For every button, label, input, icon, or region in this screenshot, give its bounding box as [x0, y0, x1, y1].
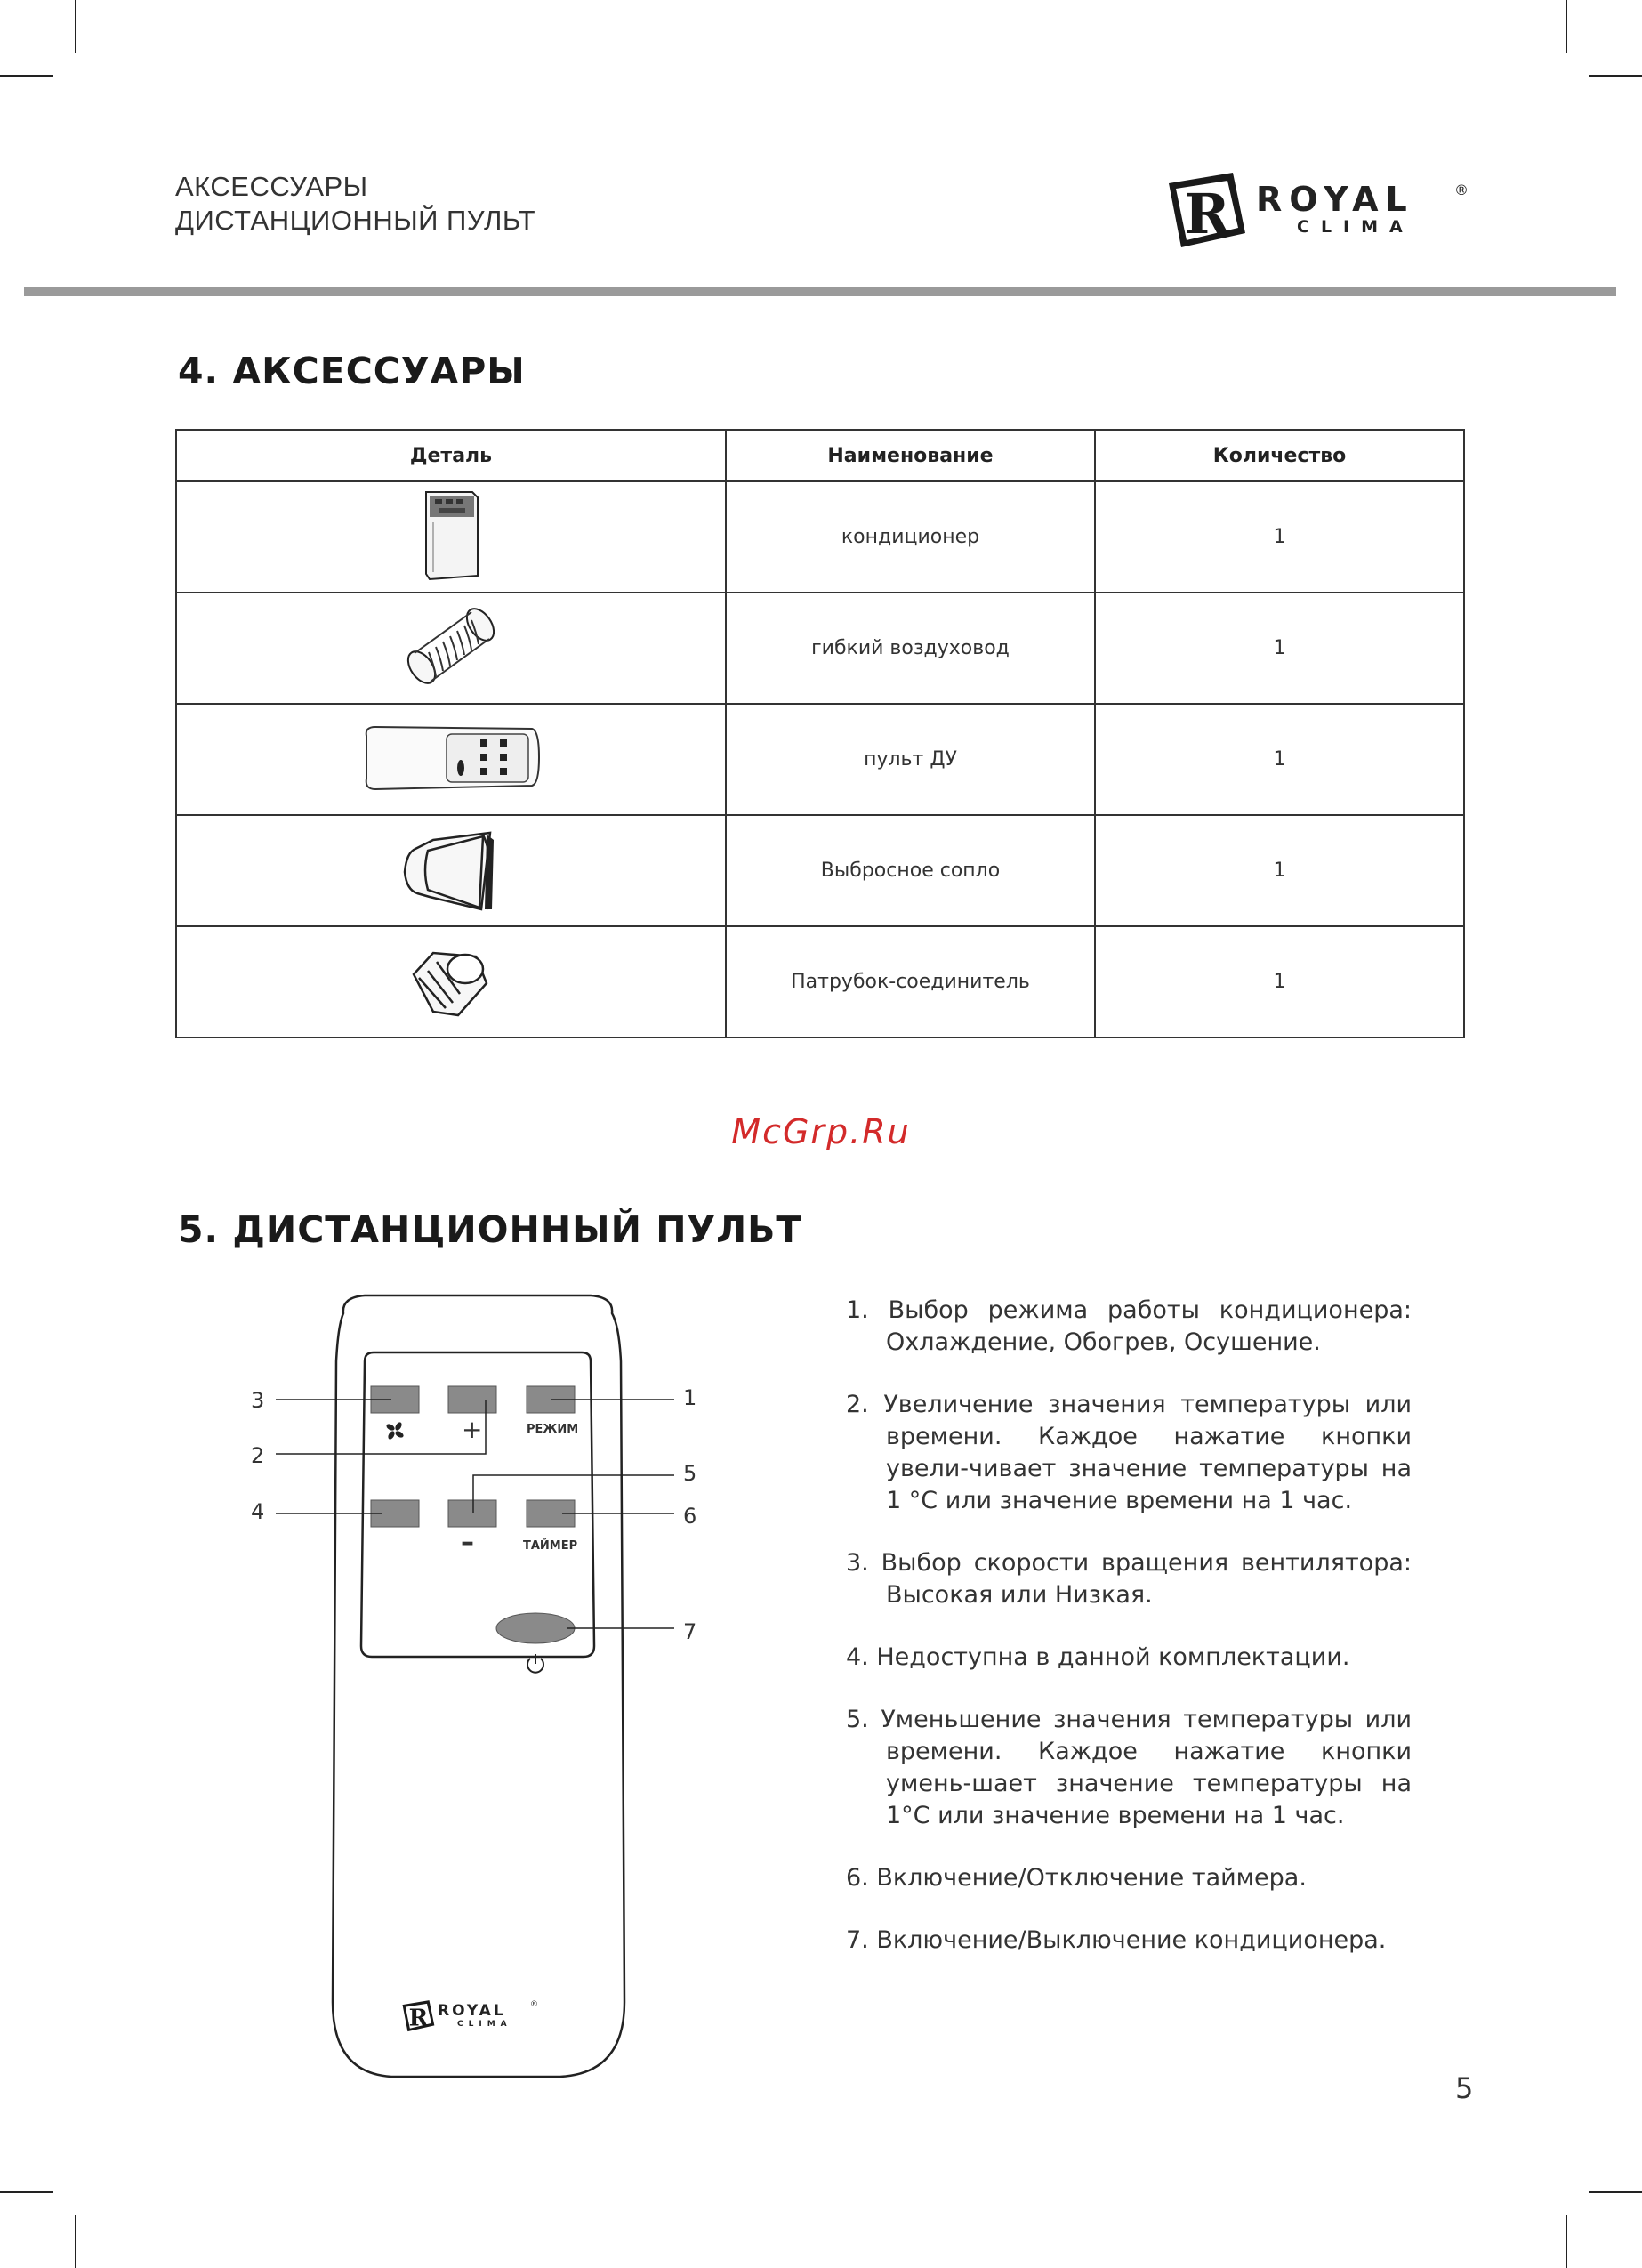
qty-cell: 1	[1095, 815, 1464, 926]
page-number: 5	[1455, 2071, 1474, 2105]
qty-cell: 1	[1095, 593, 1464, 704]
crop-mark	[1589, 2191, 1642, 2193]
list-item: 1. Выбор режима работы кондиционера: Охлаждение, Обогрев, Осушение.	[846, 1296, 1412, 1356]
callout-4: 4	[251, 1499, 265, 1524]
power-button	[496, 1613, 575, 1643]
air-conditioner-icon	[415, 487, 487, 583]
minus-label: –	[461, 1527, 474, 1558]
list-item: 2. Увеличение значения температуры или времени. Каждое нажатие кнопки увели-чивает значение температуры на 1 °С или значение времени на 1 час.	[846, 1391, 1412, 1514]
remote-logo-reg: ®	[530, 2000, 538, 2009]
table-row	[176, 704, 1464, 815]
name-cell: Патрубок-соединитель	[726, 926, 1095, 1037]
table-row	[176, 926, 1464, 1037]
name-cell: пульт ДУ	[726, 704, 1095, 815]
table-row	[176, 815, 1464, 926]
col-header-qty: Количество	[1095, 430, 1464, 481]
logo-sub-text: CLIMA	[1297, 217, 1414, 237]
detail-cell	[176, 481, 726, 593]
logo-reg-mark: ®	[1454, 182, 1469, 198]
table-header-row	[176, 430, 1464, 481]
list-item: 5. Уменьшение значения температуры или времени. Каждое нажатие кнопки умень-шает значение температуры на 1°С или значение времени на 1 час.	[846, 1706, 1412, 1829]
brand-logo	[1163, 171, 1475, 251]
crop-mark	[1566, 2215, 1567, 2268]
crop-mark	[1566, 0, 1567, 53]
col-header-name: Наименование	[726, 430, 1095, 481]
accessories-table	[175, 429, 1465, 1038]
callout-7: 7	[683, 1619, 697, 1644]
qty-cell: 1	[1095, 926, 1464, 1037]
detail-cell	[176, 704, 726, 815]
crop-mark	[0, 75, 53, 77]
remote-logo	[400, 1998, 551, 2034]
plus-label: +	[462, 1415, 483, 1444]
watermark: McGrp.Ru	[731, 1112, 911, 1151]
table-row	[176, 481, 1464, 593]
list-item: 4. Недоступна в данной комплектации.	[846, 1643, 1350, 1671]
name-cell: Выбросное сопло	[726, 815, 1095, 926]
callout-1: 1	[683, 1385, 697, 1410]
qty-cell: 1	[1095, 481, 1464, 593]
callout-5: 5	[683, 1461, 697, 1486]
section-4-title: 4. АКСЕССУАРЫ	[178, 350, 526, 392]
remote-logo-sub: CLIMA	[457, 2020, 512, 2029]
crop-mark	[75, 2215, 76, 2268]
remote-logo-brand: ROYAL	[438, 2002, 506, 2020]
mode-label: РЕЖИМ	[527, 1423, 579, 1436]
minus-button	[448, 1500, 496, 1527]
timer-label: ТАЙМЕР	[523, 1539, 578, 1553]
logo-brand-text: ROYAL	[1256, 180, 1414, 219]
section-5-title: 5. ДИСТАНЦИОННЫЙ ПУЛЬТ	[178, 1208, 802, 1251]
list-item: 7. Включение/Выключение кондиционера.	[846, 1926, 1387, 1954]
detail-cell	[176, 593, 726, 704]
remote-diagram	[240, 1290, 720, 2091]
name-cell: кондиционер	[726, 481, 1095, 593]
callout-6: 6	[683, 1504, 697, 1529]
name-cell: гибкий воздуховод	[726, 593, 1095, 704]
header-line-1: АКСЕССУАРЫ	[175, 171, 368, 202]
remote-functions-list	[846, 1295, 1412, 1987]
detail-cell	[176, 815, 726, 926]
crop-mark	[1589, 75, 1642, 77]
svg-text:R: R	[1184, 182, 1230, 246]
crop-mark	[75, 0, 76, 53]
list-item: 3. Выбор скорости вращения вентилятора: Высокая или Низкая.	[846, 1549, 1412, 1609]
svg-text:R: R	[408, 2005, 429, 2032]
plus-button	[448, 1386, 496, 1413]
connector-pipe-icon	[406, 935, 495, 1024]
exhaust-nozzle-icon	[398, 822, 504, 915]
col-header-detail: Деталь	[176, 430, 726, 481]
header-rule	[24, 287, 1616, 296]
crop-mark	[0, 2191, 53, 2193]
callout-3: 3	[251, 1388, 265, 1413]
royal-clima-logo-icon	[1163, 171, 1249, 251]
remote-body-drawing	[240, 1290, 720, 2091]
detail-cell	[176, 926, 726, 1037]
table-row	[176, 593, 1464, 704]
remote-control-icon	[358, 722, 544, 793]
list-item: 6. Включение/Отключение таймера.	[846, 1864, 1307, 1892]
callout-2: 2	[251, 1443, 265, 1468]
remote-logo-icon	[400, 1998, 436, 2034]
flexible-duct-icon	[402, 603, 500, 688]
header-line-2: ДИСТАНЦИОННЫЙ ПУЛЬТ	[175, 205, 536, 236]
qty-cell: 1	[1095, 704, 1464, 815]
